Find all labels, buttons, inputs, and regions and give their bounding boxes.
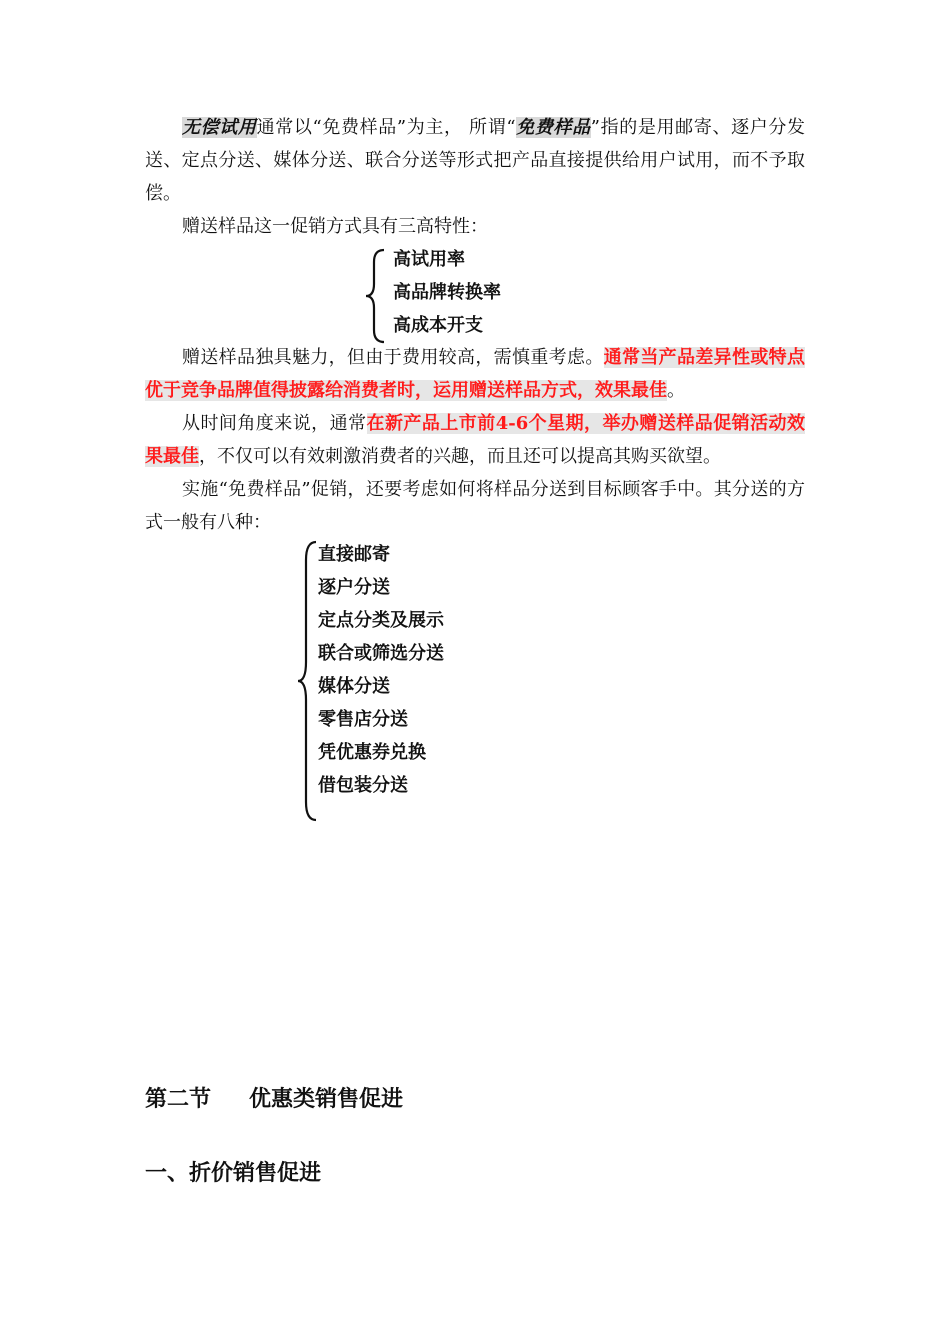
term-free-sample: 免费样品 [515, 117, 591, 138]
list-item: 高品牌转换率 [393, 282, 501, 303]
paragraph-text: 。 [667, 380, 685, 401]
subsection-heading: 一、折价销售促进 [145, 1161, 322, 1186]
highlight-text: 在新产品上市前4-6个星期，举办赠送样品促销活动效果最佳 [145, 413, 805, 467]
list-item: 定点分类及展示 [318, 610, 444, 631]
list-item: 凭优惠券兑换 [318, 742, 426, 763]
paragraph-text: 赠送样品独具魅力，但由于费用较高，需慎重考虑。 [182, 347, 604, 368]
term-free-trial: 无偿试用 [182, 117, 257, 138]
section-label: 第二节 [145, 1087, 212, 1112]
paragraph-text: ”指的是用邮寄、逐户分发送、定点分送、媒体分送、联合分送等形式把产品直接提供给用户试用，而不予取偿。 [145, 117, 806, 204]
paragraph-text: 从时间角度来说，通常 [182, 413, 367, 434]
left-brace-features [364, 248, 388, 344]
list-item: 媒体分送 [318, 676, 390, 697]
paragraph-text: 通常以“免费样品”为主， 所谓“ [256, 117, 516, 138]
left-brace-methods [296, 540, 320, 822]
list-item: 高成本开支 [393, 315, 483, 336]
paragraph-free-trial [145, 111, 805, 210]
list-item: 联合或筛选分送 [318, 643, 444, 664]
list-item: 直接邮寄 [318, 544, 390, 565]
paragraph-three-traits: 赠送样品这一促销方式具有三高特性： [182, 216, 488, 237]
highlight-text: 通常当产品差异性或特点优于竞争品牌值得披露给消费者时，运用赠送样品方式，效果最佳 [145, 347, 806, 401]
paragraph-appeal [145, 341, 805, 407]
list-item: 零售店分送 [318, 709, 408, 730]
paragraph-text: ，不仅可以有效刺激消费者的兴趣，而且还可以提高其购买欲望。 [199, 446, 721, 467]
list-item: 高试用率 [393, 249, 465, 270]
list-item: 借包装分送 [318, 775, 408, 796]
paragraph-timing [145, 407, 805, 473]
list-item: 逐户分送 [318, 577, 390, 598]
section-title: 优惠类销售促进 [249, 1087, 404, 1112]
section-heading [145, 1082, 403, 1113]
paragraph-distribution: 实施“免费样品”促销，还要考虑如何将样品分送到目标顾客手中。其分送的方式一般有八种： [145, 479, 805, 533]
